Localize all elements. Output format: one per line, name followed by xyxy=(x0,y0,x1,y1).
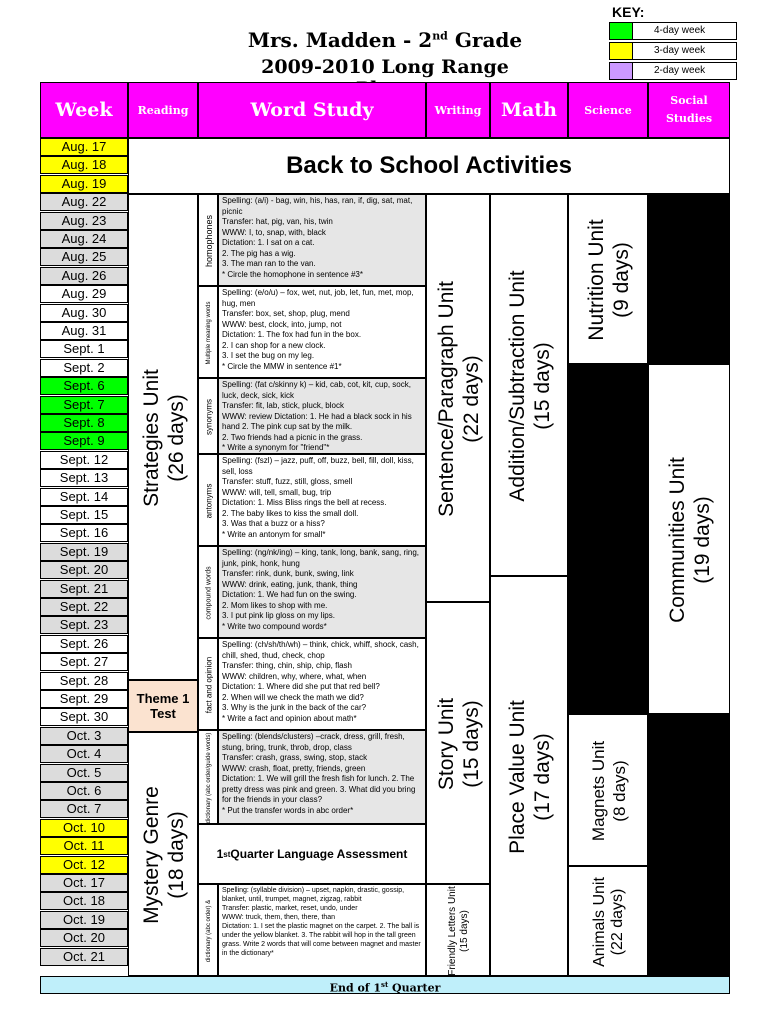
spelling-line: Dictation: 1. The fox had fun in the box. xyxy=(222,330,362,339)
week-date-cell: Oct. 3 xyxy=(40,727,128,745)
spelling-line: * Write a synonym for "friend"* xyxy=(222,443,330,452)
math-place-value-cell xyxy=(490,576,568,976)
spelling-line: WWW: I, to, snap, with, black xyxy=(222,227,326,237)
week-date-cell: Aug. 30 xyxy=(40,304,128,322)
week-date-cell: Sept. 9 xyxy=(40,432,128,450)
spelling-line: WWW: best, clock, into, jump, not xyxy=(222,319,342,329)
week-date-cell: Oct. 11 xyxy=(40,837,128,855)
spelling-line: 3. I put pink lip gloss on my lips. xyxy=(222,611,335,620)
week-date-cell: Oct. 5 xyxy=(40,764,128,782)
week-date-cell: Oct. 6 xyxy=(40,782,128,800)
week-date-cell: Aug. 31 xyxy=(40,322,128,340)
page-subtitle: 2009-2010 Long Range xyxy=(261,56,509,78)
week-date-cell: Aug. 29 xyxy=(40,285,128,303)
addsub-unit-label: Addition/Subtraction Unit (15 days) xyxy=(506,270,554,502)
week-date-cell: Sept. 20 xyxy=(40,561,128,579)
key-item-4day: 4-day week xyxy=(609,22,737,40)
week-date-cell: Oct. 20 xyxy=(40,929,128,947)
writing-friendly-cell xyxy=(426,884,490,976)
week-date-cell: Aug. 18 xyxy=(40,156,128,174)
friendly-letters-label: Friendly Letters Unit (15 days) xyxy=(447,886,470,976)
science-nutrition-cell xyxy=(568,194,648,364)
week-date-cell: Aug. 25 xyxy=(40,248,128,266)
social-blank-top-cell xyxy=(648,194,730,364)
reading-strategies-cell xyxy=(128,194,198,680)
week-date-cell: Sept. 28 xyxy=(40,672,128,690)
spelling-line: 2. Two friends had a picnic in the grass. xyxy=(222,432,363,442)
mystery-genre-label: Mystery Genre (18 days) xyxy=(140,786,188,924)
spelling-line: Transfer: thing, chin, ship, chip, flash xyxy=(222,661,352,670)
science-magnets-cell xyxy=(568,714,648,866)
spelling-list-cell xyxy=(218,884,426,976)
word-study-category-cell xyxy=(198,194,218,286)
word-study-category-label: antonyms xyxy=(204,483,214,519)
spelling-line: * Write two compound words* xyxy=(222,621,327,631)
spelling-line: * Put the transfer words in abc order* xyxy=(222,805,354,815)
header-science: Science xyxy=(568,82,648,138)
spelling-line: Transfer: fit, lab, stick, pluck, block xyxy=(222,401,344,410)
header-week: Week xyxy=(40,82,128,138)
spelling-line: Transfer: stuff, fuzz, still, gloss, smell xyxy=(222,477,353,486)
spelling-line: Spelling: (a/i) - bag, win, his, has, ran, if, dig, sat, mat, picnic xyxy=(222,196,413,216)
week-date-cell: Sept. 8 xyxy=(40,414,128,432)
spelling-list-cell xyxy=(218,730,426,824)
spelling-line: WWW: will, tell, small, bug, trip xyxy=(222,487,332,497)
spelling-list-cell xyxy=(218,378,426,454)
spelling-line: * Write a fact and opinion about math* xyxy=(222,713,357,723)
spelling-line: Transfer: hat, pig, van, his, twin xyxy=(222,217,333,226)
spelling-line: Spelling: (fat c/skinny k) – kid, cab, cot, kit, cup, sock, luck, deck, sick, kick xyxy=(222,380,411,400)
spelling-line: WWW: crash, float, pretty, friends, green xyxy=(222,763,366,773)
week-date-cell: Sept. 16 xyxy=(40,524,128,542)
spelling-list-cell xyxy=(218,638,426,730)
week-date-cell: Sept. 14 xyxy=(40,488,128,506)
science-blank-cell xyxy=(568,364,648,714)
place-value-unit-label: Place Value Unit (17 days) xyxy=(506,700,554,854)
word-study-category-cell xyxy=(198,546,218,638)
spelling-list-cell xyxy=(218,454,426,546)
spelling-line: 2. I can shop for a new clock. xyxy=(222,340,326,350)
week-date-cell: Sept. 29 xyxy=(40,690,128,708)
week-date-cell: Oct. 7 xyxy=(40,800,128,818)
word-study-category-cell xyxy=(198,454,218,546)
week-date-cell: Aug. 24 xyxy=(40,230,128,248)
word-study-category-cell xyxy=(198,286,218,378)
week-date-cell: Sept. 12 xyxy=(40,451,128,469)
spelling-line: 3. Why is the junk in the back of the car? xyxy=(222,703,367,712)
end-of-quarter-footer: End of 1st Quarter xyxy=(40,976,730,994)
strategies-unit-label: Strategies Unit (26 days) xyxy=(140,369,188,507)
spelling-line: Dictation: 1. I sat on a cat. xyxy=(222,238,315,247)
theme-test-cell: Theme 1 Test xyxy=(128,680,198,732)
week-date-cell: Sept. 7 xyxy=(40,396,128,414)
spelling-list-cell xyxy=(218,286,426,378)
spelling-line: * Circle the MMW in sentence #1* xyxy=(222,361,342,371)
week-date-cell: Aug. 22 xyxy=(40,193,128,211)
spelling-line: Spelling: (e/o/u) – fox, wet, nut, job, let, fun, met, mop, hug, men xyxy=(222,288,414,308)
spelling-line: Transfer: box, set, shop, plug, mend xyxy=(222,309,350,318)
week-date-cell: Oct. 4 xyxy=(40,745,128,763)
quarter-assessment-cell: 1 st Quarter Language Assessment xyxy=(198,824,426,884)
spelling-line: Dictation: 1. We will grill the fresh fish for lunch. 2. The pretty dress was pink and green. 3. What did you bring for the friends in your class? xyxy=(222,774,416,804)
spelling-line: WWW: review Dictation: 1. He had a black sock in his hand 2. The pink cup sat by the milk. xyxy=(222,411,412,431)
spelling-line: Transfer: crash, grass, swing, stop, stack xyxy=(222,753,368,762)
word-study-category-label: homophones xyxy=(204,214,214,268)
animals-unit-label: Animals Unit (22 days) xyxy=(591,877,626,967)
spelling-line: 2. The pig has a wig. xyxy=(222,248,296,258)
nutrition-unit-label: Nutrition Unit (9 days) xyxy=(585,219,633,341)
spelling-line: 3. Was that a buzz or a hiss? xyxy=(222,519,325,528)
header-social-studies: Social Studies xyxy=(648,82,730,138)
week-date-cell: Aug. 23 xyxy=(40,212,128,230)
spelling-line: 2. The baby likes to kiss the small doll. xyxy=(222,508,359,518)
spelling-line: WWW: children, why, where, what, when xyxy=(222,671,367,681)
spelling-line: Dictation: 1. Miss Bliss rings the bell at recess. xyxy=(222,498,387,507)
week-date-cell: Aug. 17 xyxy=(40,138,128,156)
spelling-line: Dictation: 1. I set the plastic magnet on the carpet. 2. The ball is under the yellow blanket. 3. The rabbit will hop in the tall green grass. Write 2 words that will come between magnet and master in the dictionary* xyxy=(222,923,421,957)
week-date-cell: Oct. 18 xyxy=(40,892,128,910)
word-study-category-label: fact and opinion xyxy=(204,656,214,714)
sentence-unit-label: Sentence/Paragraph Unit (22 days) xyxy=(435,281,483,517)
week-date-cell: Oct. 12 xyxy=(40,856,128,874)
reading-mystery-cell xyxy=(128,732,198,976)
page-title: Mrs. Madden - 2nd Grade xyxy=(247,28,523,52)
word-study-category-label: Multiple meaning words xyxy=(206,301,212,365)
spelling-line: Spelling: (ch/sh/th/wh) – think, chick, whiff, shock, cash, chill, shed, thud, check, chop xyxy=(222,640,419,660)
spelling-line: 3. The man ran to the van. xyxy=(222,259,316,268)
week-date-cell: Sept. 22 xyxy=(40,598,128,616)
word-study-category-cell xyxy=(198,638,218,730)
week-date-cell: Aug. 19 xyxy=(40,175,128,193)
spelling-line: WWW: truck, them, then, there, than xyxy=(222,914,336,921)
spelling-list-cell xyxy=(218,194,426,286)
word-study-category-cell xyxy=(198,730,218,824)
word-study-category-label: synonyms xyxy=(204,398,214,436)
week-date-cell: Sept. 1 xyxy=(40,340,128,358)
key-item-2day: 2-day week xyxy=(609,62,737,80)
spelling-line: Dictation: 1. Where did she put that red bell? xyxy=(222,682,380,691)
science-animals-cell xyxy=(568,866,648,976)
header-writing: Writing xyxy=(426,82,490,138)
spelling-line: * Write an antonym for small* xyxy=(222,529,326,539)
word-study-category-cell xyxy=(198,378,218,454)
week-date-cell: Sept. 6 xyxy=(40,377,128,395)
week-date-cell: Sept. 15 xyxy=(40,506,128,524)
spelling-line: 2. Mom likes to shop with me. xyxy=(222,600,328,610)
writing-story-cell xyxy=(426,602,490,884)
writing-sentence-cell xyxy=(426,194,490,602)
header-math: Math xyxy=(490,82,568,138)
spelling-line: Transfer: plastic, market, reset, undo, under xyxy=(222,905,358,912)
week-date-cell: Oct. 21 xyxy=(40,948,128,966)
spelling-line: 2. When will we check the math we did? xyxy=(222,692,364,702)
spelling-list-cell xyxy=(218,546,426,638)
social-blank-bottom-cell xyxy=(648,714,730,976)
spelling-line: 3. I set the bug on my leg. xyxy=(222,351,315,360)
week-date-cell: Sept. 26 xyxy=(40,635,128,653)
key-item-3day: 3-day week xyxy=(609,42,737,60)
back-to-school-banner: Back to School Activities xyxy=(128,138,730,194)
spelling-line: Dictation: 1. We had fun on the swing. xyxy=(222,590,357,599)
word-study-category-label: dictionary (abc order) & xyxy=(206,899,212,963)
key-label: KEY: xyxy=(612,4,645,20)
word-study-category-label: compound words xyxy=(205,566,213,620)
header-reading: Reading xyxy=(128,82,198,138)
week-date-cell: Sept. 2 xyxy=(40,359,128,377)
spelling-line: WWW: drink, eating, junk, thank, thing xyxy=(222,579,358,589)
spelling-line: Spelling: (fszl) – jazz, puff, off, buzz, bell, fill, doll, kiss, sell, loss xyxy=(222,456,414,476)
spelling-line: * Circle the homophone in sentence #3* xyxy=(222,269,363,279)
week-date-cell: Oct. 19 xyxy=(40,911,128,929)
story-unit-label: Story Unit (15 days) xyxy=(435,697,483,791)
spelling-line: Transfer: rink, dunk, bunk, swing, link xyxy=(222,569,354,578)
week-date-cell: Oct. 17 xyxy=(40,874,128,892)
week-date-cell: Sept. 23 xyxy=(40,616,128,634)
week-date-cell: Sept. 13 xyxy=(40,469,128,487)
spelling-line: Spelling: (ng/nk/ing) – king, tank, long, bank, sang, ring, junk, pink, honk, hung xyxy=(222,548,420,568)
week-date-cell: Aug. 26 xyxy=(40,267,128,285)
word-study-category-cell xyxy=(198,884,218,976)
math-addsub-cell xyxy=(490,194,568,576)
word-study-category-label: dictionary (abc order/guide words) xyxy=(206,732,212,824)
week-date-cell: Oct. 10 xyxy=(40,819,128,837)
week-date-cell: Sept. 27 xyxy=(40,653,128,671)
header-word-study: Word Study xyxy=(198,82,426,138)
week-date-cell: Sept. 21 xyxy=(40,580,128,598)
spelling-line: Spelling: (blends/clusters) –crack, dress, grill, fresh, stung, bring, trunk, throb, drop, class xyxy=(222,732,405,752)
social-communities-cell xyxy=(648,364,730,714)
week-date-cell: Sept. 30 xyxy=(40,708,128,726)
spelling-line: Spelling: (syllable division) – upset, napkin, drastic, gossip, blanket, until, trumpet, magnet, zigzag, rabbit xyxy=(222,887,405,903)
magnets-unit-label: Magnets Unit (8 days) xyxy=(589,740,629,842)
week-date-cell: Sept. 19 xyxy=(40,543,128,561)
communities-unit-label: Communities Unit (19 days) xyxy=(666,457,714,623)
